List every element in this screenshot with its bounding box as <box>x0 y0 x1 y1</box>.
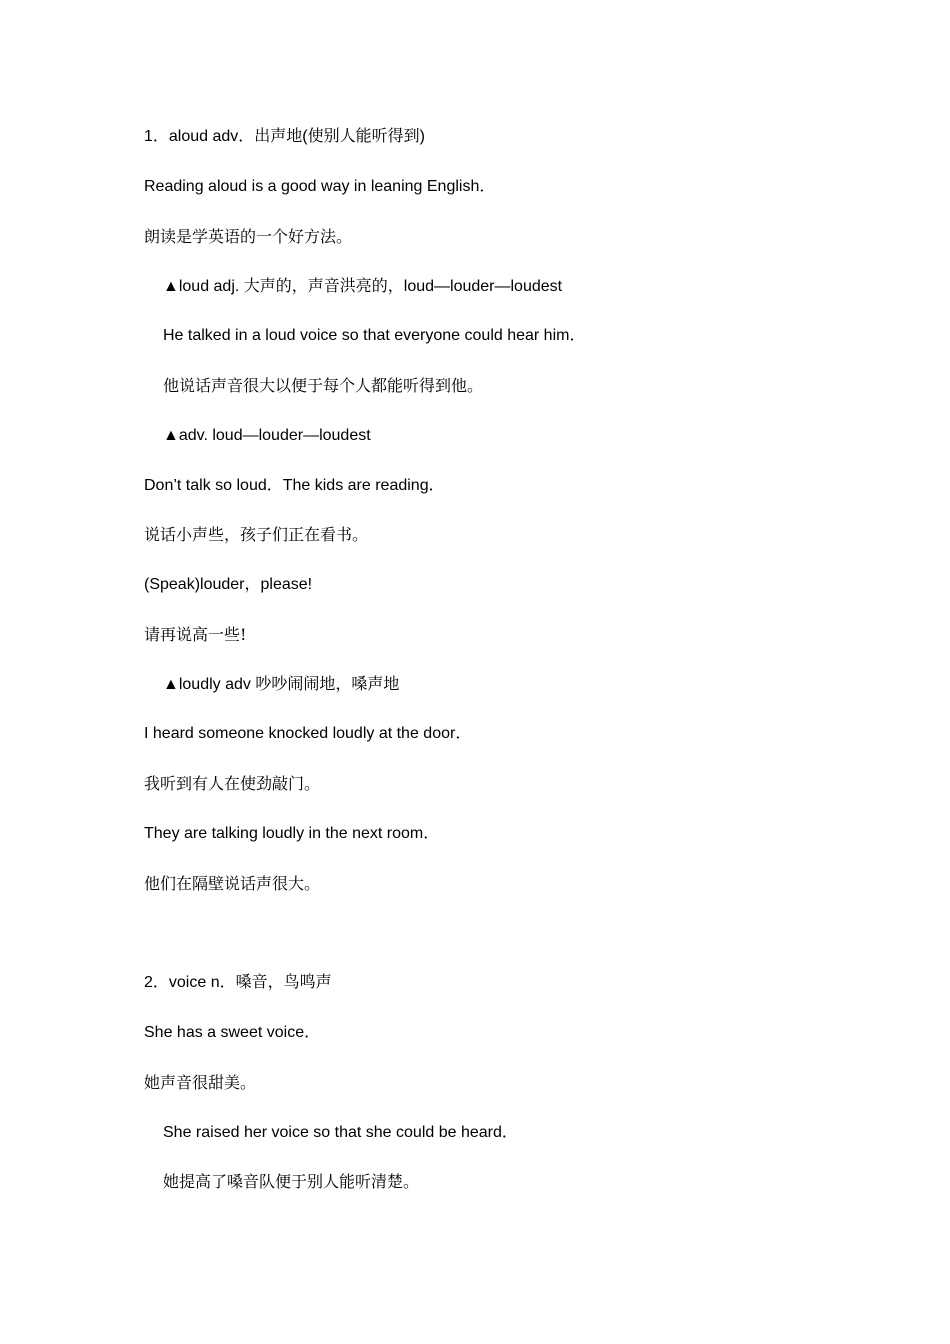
example-translation: 她声音很甜美。 <box>144 1073 257 1092</box>
example-sentence: I heard someone knocked loudly at the door． <box>144 725 472 742</box>
example-translation: 说话小声些，孩子们正在看书。 <box>144 525 369 544</box>
example-sentence: She raised her voice so that she could be heard． <box>163 1124 518 1141</box>
entry-heading-aloud: 1．aloud adv．出声地(使别人能听得到) <box>144 128 425 145</box>
sub-entry-loud-adv: ▲adv. loud—louder—loudest <box>163 427 371 444</box>
entry-heading-voice: 2．voice n．嗓音，鸟鸣声 <box>144 974 332 991</box>
example-sentence: She has a sweet voice． <box>144 1024 321 1041</box>
example-translation: 请再说高一些! <box>144 625 247 644</box>
example-translation: 她提高了嗓音队便于别人能听清楚。 <box>163 1172 420 1191</box>
example-translation: 朗读是学英语的一个好方法。 <box>144 227 353 246</box>
example-translation: 他们在隔壁说话声很大。 <box>144 874 321 893</box>
example-translation: 他说话声音很大以便于每个人都能听得到他。 <box>163 376 484 395</box>
example-translation: 我听到有人在使劲敲门。 <box>144 774 321 793</box>
sub-entry-loudly: ▲loudly adv 吵吵闹闹地，嗓声地 <box>163 676 400 693</box>
example-sentence: They are talking loudly in the next room． <box>144 825 440 842</box>
example-sentence: He talked in a loud voice so that everyone could hear him． <box>163 327 586 344</box>
sub-entry-loud-adj: ▲loud adj. 大声的，声音洪亮的，loud—louder—loudest <box>163 278 563 295</box>
example-sentence: Don’t talk so loud．The kids are reading． <box>144 477 445 494</box>
example-sentence: (Speak)louder，please! <box>144 576 313 593</box>
example-sentence: Reading aloud is a good way in leaning English． <box>144 178 496 195</box>
